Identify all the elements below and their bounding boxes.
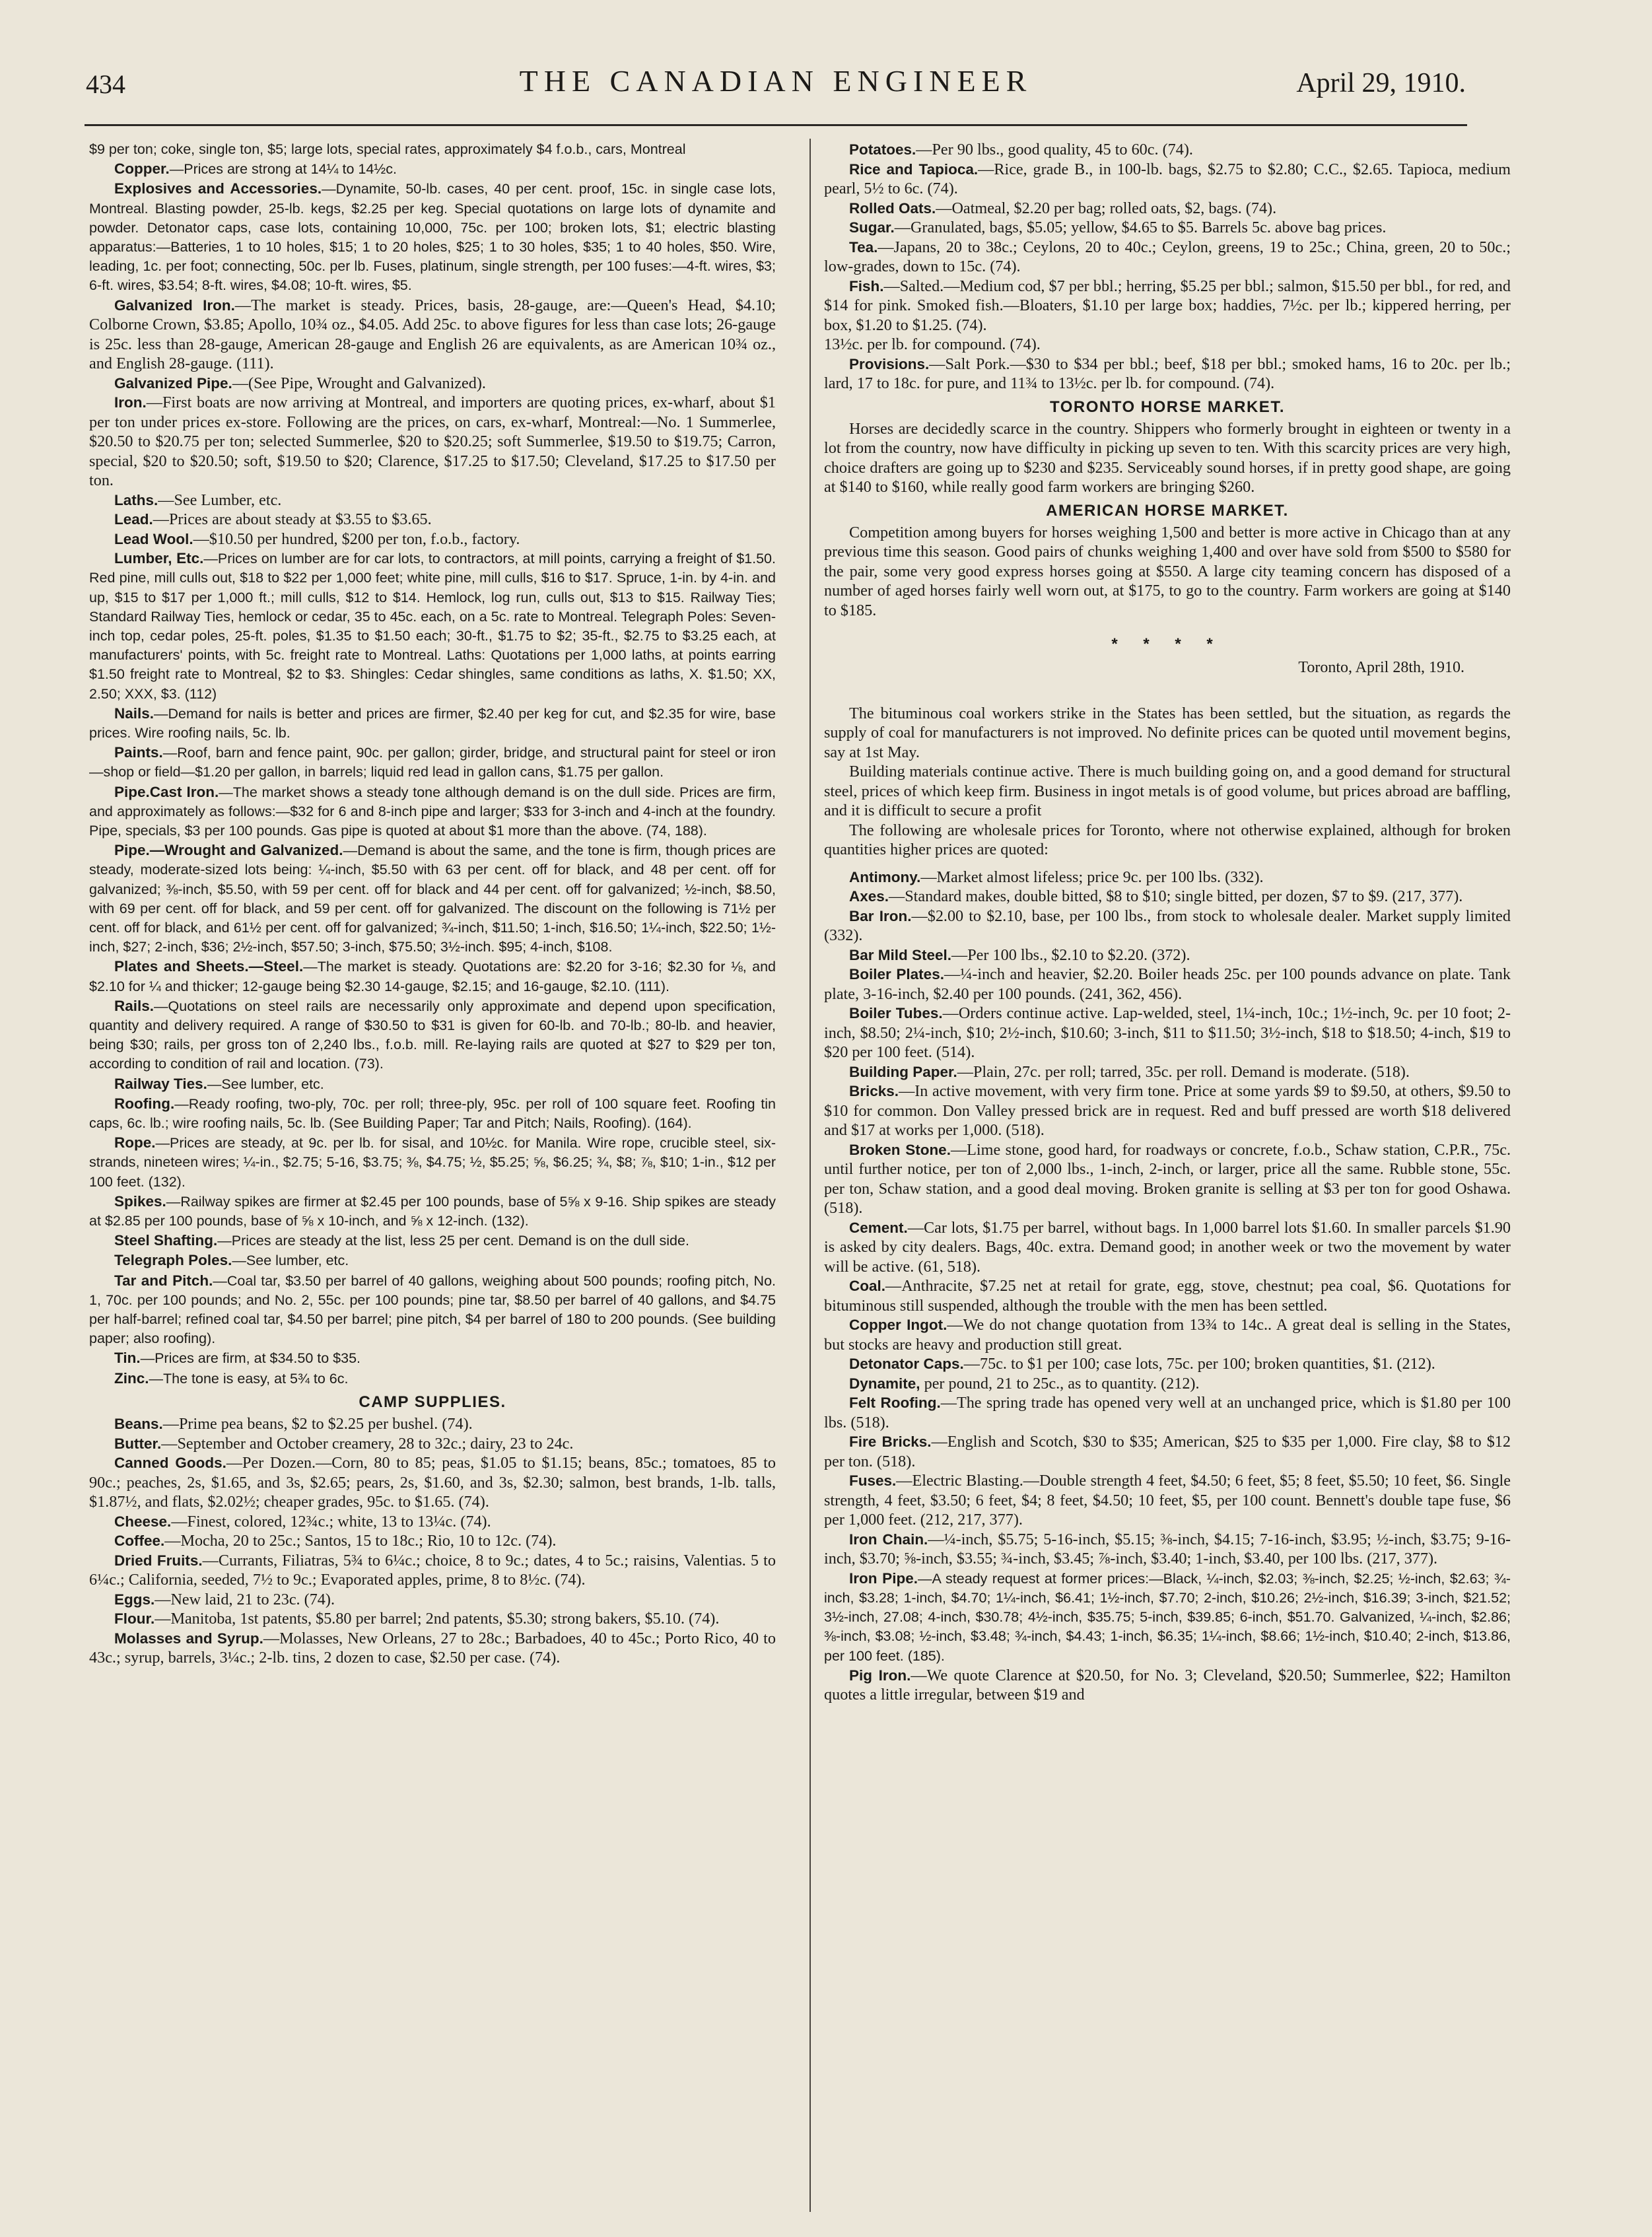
commodity-name: Cement.: [849, 1219, 908, 1236]
market-paragraph: [89, 530, 776, 549]
paragraph-text: —Standard makes, double bitted, $8 to $10; single bitted, per dozen, $7 to $9. (217, 377).: [889, 887, 1463, 906]
market-paragraph: [824, 1393, 1511, 1432]
page-header: [86, 63, 1466, 103]
market-paragraph: [89, 179, 776, 295]
paragraph-text: —$10.50 per hundred, $200 per ton, f.o.b., factory.: [193, 530, 520, 548]
market-paragraph: [824, 1276, 1511, 1315]
market-paragraph: [824, 1666, 1511, 1705]
commodity-name: Lead Wool.: [114, 530, 193, 547]
commodity-name: Rope.: [114, 1134, 156, 1152]
paragraph-text: —We quote Clarence at $20.50, for No. 3; Cleveland, $20.50; Summerlee, $22; Hamilton quotes a little irregular, between $19 and: [824, 1666, 1511, 1704]
commodity-name: Iron Chain.: [849, 1531, 928, 1548]
dateline: Toronto, April 28th, 1910.: [1298, 658, 1464, 676]
commodity-name: Lead.: [114, 511, 153, 528]
paragraph-text: —Dynamite, 50-lb. cases, 40 per cent. proof, 15c. in single case lots, Montreal. Blasting powder, 25-lb. kegs, $2.25 per keg. Special quotations on large lots of dynamite and powder. Detonator caps, case lots, containing 10,000, 75c. per 100; broken lots, $1; electric blasting apparatus:—Batteries, 1 to 10 holes, $15; 1 to 20 holes, $25; 1 to 30 holes, $35; 1 to 40 holes, $50. Wire, leading, 1c. per foot; connecting, 50c. per lb. Fuses, platinum, single strength, per 100 fuses:—4-ft. wires, $3; 6-ft. wires, $3.54; 8-ft. wires, $4.08; 10-ft. wires, $5.: [89, 181, 776, 294]
paragraph-text: —Per 90 lbs., good quality, 45 to 60c. (74).: [916, 141, 1193, 158]
paragraph-text: —The spring trade has opened very well at an unchanged price, which is $1.80 per 100 lbs. (518).: [824, 1394, 1511, 1431]
market-paragraph: [89, 743, 776, 782]
market-paragraph: [89, 1434, 776, 1454]
market-paragraph: [824, 1354, 1511, 1374]
market-paragraph: [824, 946, 1511, 965]
paragraph-text: —Rice, grade B., in 100-lb. bags, $2.75 to $2.80; C.C., $2.65. Tapioca, medium pearl, 5½ to 6c. (74).: [824, 160, 1511, 197]
paragraph-text: Building materials continue active. There is much building going on, and a good demand for structural steel, prices of which keep firm. Business in ingot metals is of good volume, but prices abroad are baffling, and it is difficult to secure a profit: [824, 763, 1511, 820]
market-paragraph: [89, 1271, 776, 1349]
commodity-name: Rails.: [114, 997, 155, 1014]
market-paragraph: [89, 140, 776, 159]
market-paragraph: [89, 1369, 776, 1389]
market-paragraph: [824, 140, 1511, 160]
commodity-name: Paints.: [114, 744, 163, 761]
commodity-name: Provisions.: [849, 355, 930, 372]
commodity-name: Pipe.Cast Iron.: [114, 783, 219, 800]
left-column: [89, 140, 776, 2207]
market-paragraph: [89, 374, 776, 394]
paragraph-text: —We do not change quotation from 13¾ to 14c.. A great deal is selling in the States, but stocks are heavy and production still great.: [824, 1316, 1511, 1354]
commodity-name: Coal.: [849, 1278, 886, 1295]
market-paragraph: [89, 1231, 776, 1251]
paragraph-text: —Prices are strong at 14¼ to 14½c.: [169, 161, 397, 178]
market-paragraph: [89, 957, 776, 996]
commodity-name: Dried Fruits.: [114, 1552, 203, 1569]
market-paragraph: [824, 965, 1511, 1004]
paragraph-text: —Anthracite, $7.25 net at retail for grate, egg, stove, chestnut; pea coal, $6. Quotations for bituminous still suspended, although the trouble with the men has been settled.: [824, 1277, 1511, 1315]
commodity-name: Fish.: [849, 277, 884, 294]
paragraph-text: —(See Pipe, Wrought and Galvanized).: [232, 374, 486, 392]
paragraph-text: —Orders continue active. Lap-welded, steel, 1¼-inch, 10c.; 1½-inch, 9c. per 10 foot; 2-inch, $8.50; 2¼-inch, $10; 2½-inch, $10.60; 3-inch, $11 to $11.50; 3½-inch, $18 to $18.50; 4-inch, $19 to $20 per 100 feet. (514).: [824, 1004, 1511, 1062]
commodity-name: Rolled Oats.: [849, 199, 936, 217]
market-paragraph: [824, 218, 1511, 238]
commodity-name: Antimony.: [849, 868, 921, 885]
paragraph-text: —New laid, 21 to 23c. (74).: [155, 1590, 335, 1608]
commodity-name: Railway Ties.: [114, 1075, 207, 1092]
commodity-name: Plates and Sheets.—Steel.: [114, 958, 304, 975]
paragraph-text: —Quotations on steel rails are necessarily only approximate and depend upon specification, quantity and delivery required. A range of $30.50 to $31 is given for 60-lb. and 70-lb.; 80-lb. and heavier, being $30; rails, per gross ton of 2,240 lbs., f.o.b. mill. Re-laying rails are quoted at $27 to $29 per ton, according to condition of rail and location. (73).: [89, 998, 776, 1072]
market-paragraph: [89, 296, 776, 374]
market-paragraph: [824, 1062, 1511, 1082]
market-paragraph: [89, 1414, 776, 1434]
paragraph-text: —September and October creamery, 28 to 32c.; dairy, 23 to 24c.: [161, 1434, 574, 1453]
market-paragraph: [824, 1471, 1511, 1530]
paragraph-text: —¼-inch and heavier, $2.20. Boiler heads 25c. per 100 pounds advance on plate. Tank plate, 3-16-inch, $2.40 per 100 pounds. (241, 362, 456).: [824, 965, 1511, 1003]
paragraph-text: —Manitoba, 1st patents, $5.80 per barrel; 2nd patents, $5.30; strong bakers, $5.10. (74).: [155, 1610, 720, 1628]
market-paragraph: [824, 1530, 1511, 1569]
paragraph-text: The bituminous coal workers strike in the States has been settled, but the situation, as regards the supply of coal for manufacturers is not improved. No definite prices can be quoted until movement begins, say at 1st May.: [824, 704, 1511, 761]
commodity-name: Telegraph Poles.: [114, 1252, 232, 1269]
paragraph-text: —Currants, Filiatras, 5¾ to 6¼c.; choice, 8 to 9c.; dates, 4 to 5c.; raisins, Valentias. 5 to 6¼c.; California, seeded, 7½ to 9c.; Evaporated apples, prime, 8 to 8½c. (74).: [89, 1551, 776, 1589]
market-paragraph: [89, 159, 776, 179]
commodity-name: Galvanized Pipe.: [114, 374, 232, 392]
commodity-name: Eggs.: [114, 1591, 155, 1608]
commodity-name: Building Paper.: [849, 1063, 957, 1080]
market-paragraph: [824, 907, 1511, 946]
market-paragraph: [89, 549, 776, 704]
paragraph-text: —Railway spikes are firmer at $2.45 per 100 pounds, base of 5⅝ x 9-16. Ship spikes are steady at $2.85 per 100 pounds, base of ⅝ x 10-inch, and ⅝ x 12-inch. (132).: [89, 1193, 776, 1229]
commodity-name: Boiler Plates.: [849, 966, 944, 983]
market-paragraph: [824, 762, 1511, 821]
market-paragraph: [89, 1453, 776, 1512]
market-paragraph: [89, 1629, 776, 1668]
paragraph-text: per pound, 21 to 25c., as to quantity. (212).: [920, 1374, 1200, 1393]
commodity-name: Broken Stone.: [849, 1141, 951, 1158]
market-paragraph: [89, 1512, 776, 1532]
market-paragraph: [89, 393, 776, 491]
commodity-name: Rice and Tapioca.: [849, 160, 979, 178]
paragraph-text: —Prices are steady, at 9c. per lb. for sisal, and 10½c. for Manila. Wire rope, crucible steel, six-strands, nineteen wires; ¼-in., $2.75; 5-16, $3.75; ⅜, $4.75; ½, $5.25; ⅝, $6.25; ¾, $8; ⅞, $10; 1-in., $12 per 100 feet. (132).: [89, 1135, 776, 1190]
market-paragraph: [89, 1094, 776, 1133]
paragraph-text: —Japans, 20 to 38c.; Ceylons, 20 to 40c.; Ceylon, greens, 19 to 25c.; China, green, 20 to 50c.; low-grades, down to 15c. (74).: [824, 238, 1511, 275]
header-rule: [85, 124, 1467, 126]
paragraph-text: —Finest, colored, 12¾c.; white, 13 to 13¼c. (74).: [171, 1512, 491, 1531]
market-paragraph: [824, 523, 1511, 621]
paragraph-text: —Salted.—Medium cod, $7 per bbl.; herring, $5.25 per bbl.; salmon, $15.50 per bbl., for red, and $14 for pink. Smoked fish.—Bloaters, $1.10 per large box; haddies, 7½c. per lb.; kippered herring, per box, $1.20 to $1.25. (74).: [824, 277, 1511, 334]
commodity-name: Steel Shafting.: [114, 1232, 218, 1249]
market-paragraph: [824, 335, 1511, 355]
paragraph-text: —Prices are about steady at $3.55 to $3.65.: [153, 510, 432, 529]
market-paragraph: [824, 419, 1511, 497]
commodity-name: Fire Bricks.: [849, 1433, 932, 1451]
commodity-name: Galvanized Iron.: [114, 296, 235, 314]
paragraph-text: —¼-inch, $5.75; 5-16-inch, $5.15; ⅜-inch, $4.15; 7-16-inch, $3.95; ½-inch, $3.75; 9-16-inch, $3.70; ⅝-inch, $3.55; ¾-inch, $3.45; ⅞-inch, $3.40; 1-inch, $3.40, per 100 lbs. (217, 377).: [824, 1530, 1511, 1568]
paragraph-text: —The tone is easy, at 5¾ to 6c.: [149, 1370, 349, 1387]
market-paragraph: [824, 1432, 1511, 1471]
publication-title: THE CANADIAN ENGINEER: [519, 64, 1033, 98]
commodity-name: Copper.: [114, 160, 170, 178]
paragraph-text: —See lumber, etc.: [232, 1253, 349, 1269]
commodity-name: Bar Mild Steel.: [849, 946, 952, 963]
paragraph-text: —Market almost lifeless; price 9c. per 100 lbs. (332).: [920, 868, 1264, 886]
paragraph-text: —Granulated, bags, $5.05; yellow, $4.65 to $5. Barrels 5c. above bag prices.: [894, 219, 1387, 236]
paragraph-spacer: [824, 860, 1511, 868]
commodity-name: Axes.: [849, 888, 889, 905]
market-paragraph: [89, 1531, 776, 1551]
section-heading: CAMP SUPPLIES.: [359, 1393, 506, 1411]
paragraph-text: —The market shows a steady tone although demand is on the dull side. Prices are firm, and approximately as follows:—$32 for 6 and 8-inch pipe and larger; $33 for 3-inch and 4-inch at the foundry. Pipe, specials, $3 per 100 pounds. Gas pipe is quoted at about $1 more than the above. (74, 188).: [89, 784, 776, 839]
page-number: 434: [86, 69, 125, 99]
paragraph-text: —English and Scotch, $30 to $35; American, $25 to $35 per 1,000. Fire clay, $8 to $12 per ton. (518).: [824, 1433, 1511, 1470]
paragraph-text: —See lumber, etc.: [207, 1076, 324, 1092]
commodity-name: Boiler Tubes.: [849, 1005, 943, 1022]
market-paragraph: [89, 1074, 776, 1094]
commodity-name: Copper Ingot.: [849, 1317, 947, 1334]
paragraph-text: —Demand for nails is better and prices are firmer, $2.40 per keg for cut, and $2.35 for wire, base prices. Wire roofing nails, 5c. lb.: [89, 705, 776, 741]
paragraph-text: —The market is steady. Prices, basis, 28-gauge, are:—Queen's Head, $4.10; Colborne Crown, $3.85; Apollo, 10¾ oz., $4.05. Add 25c. to above figures for less than case lots; 26-gauge is 25c. less than 28-gauge, American 28-gauge and English 26 are equivalents, as are American 10¾ oz., and English 28-gauge. (111).: [89, 296, 776, 373]
commodity-name: Potatoes.: [849, 141, 916, 158]
commodity-name: Pig Iron.: [849, 1667, 911, 1684]
market-paragraph: [89, 510, 776, 530]
market-paragraph: [89, 1348, 776, 1368]
paragraph-text: —First boats are now arriving at Montreal, and importers are quoting prices, ex-wharf, about $1 per ton under prices ex-store. Following are the prices, on cars, ex-wharf, Montreal:—No. 1 Summerlee, $20.50 to $20.75 per ton; selected Summerlee, $20 to $20.25; soft Summerlee, $19.50 to $19.75; Carron, special, $20 to $20.50; soft, $19.50 to $20; Clarence, $17.25 to $17.50; Cleveland, $17.25 to $17.50 per ton.: [89, 394, 776, 490]
column-divider: [809, 139, 811, 2212]
paragraph-text: —Roof, barn and fence paint, 90c. per gallon; girder, bridge, and structural paint for steel or iron—shop or field—$1.20 per gallon, in barrels; liquid red lead in gallon cans, $1.75 per gallon.: [89, 745, 776, 780]
commodity-name: Fuses.: [849, 1472, 897, 1490]
market-paragraph: [824, 1140, 1511, 1218]
commodity-name: Pipe.—Wrought and Galvanized.: [114, 842, 343, 859]
market-paragraph: [89, 1192, 776, 1231]
commodity-name: Cheese.: [114, 1513, 172, 1530]
commodity-name: Tar and Pitch.: [114, 1272, 213, 1289]
market-paragraph: [89, 1590, 776, 1610]
paragraph-text: —Plain, 27c. per roll; tarred, 35c. per roll. Demand is moderate. (518).: [957, 1062, 1410, 1081]
paragraph-text: —$2.00 to $2.10, base, per 100 lbs., from stock to wholesale dealer. Market supply limited (332).: [824, 907, 1511, 945]
market-paragraph: [824, 1004, 1511, 1062]
paragraph-text: —Demand is about the same, and the tone is firm, though prices are steady, moderate-sized lots being: ¼-inch, $5.50 with 63 per cent. off for black, and 48 per cent. off for galvanized; ⅜-inch, $5.50, with 59 per cent. off for black and 44 per cent. off for galvanized; ½-inch, $8.50, with 69 per cent. off for black, and 59 per cent. off for galvanized. The discount on the following is 71½ per cent. off for black, and 61½ per cent. off for galvanized; ¾-inch, $11.50; 1-inch, $16.50; 1¼-inch, $22.50; 1½-inch, $27; 2-inch, $36; 2½-inch, $57.50; 3-inch, $75.50; 3½-inch. $95; 4-inch, $108.: [89, 843, 776, 955]
section-heading: AMERICAN HORSE MARKET.: [1046, 501, 1289, 520]
issue-date: April 29, 1910.: [1296, 68, 1466, 98]
commodity-name: Bar Iron.: [849, 907, 912, 924]
paragraph-text: —Prices are steady at the list, less 25 per cent. Demand is on the dull side.: [217, 1233, 689, 1249]
market-paragraph: [824, 704, 1511, 763]
paragraph-text: Horses are decidedly scarce in the country. Shippers who formerly brought in eighteen or twenty in a lot from the country, now have difficulty in picking up seven to ten. With this scarcity prices are very high, choice drafters are going up to $230 and $235. Serviceably sound horses, if in pretty good shape, are going at $140 to $160, while really good farm workers are bringing $260.: [824, 419, 1511, 497]
market-paragraph: [824, 887, 1511, 907]
market-paragraph: [824, 821, 1511, 860]
paragraph-text: —See Lumber, etc.: [158, 491, 282, 509]
market-paragraph: [824, 1082, 1511, 1140]
commodity-name: Butter.: [114, 1435, 162, 1452]
commodity-name: Sugar.: [849, 219, 895, 236]
market-paragraph: [824, 238, 1511, 277]
commodity-name: Explosives and Accessories.: [114, 180, 322, 197]
market-paragraph: [824, 1315, 1511, 1354]
paragraph-text: —Electric Blasting.—Double strength 4 feet, $4.50; 6 feet, $5; 8 feet, $5.50; 10 feet, $6. Single strength, 4 feet, $3.50; 6 feet, $4; 8 feet, $4.50; 10 feet, $5, per 100 count. Bennett's double tape fuse, $6 per 1,000 feet. (212, 217, 377).: [824, 1472, 1511, 1529]
paragraph-text: —In active movement, with very firm tone. Price at some yards $9 to $9.50, at others, $9.50 to $10 for common. Don Valley pressed brick are in request. Red and buff pressed are worth $18 delivered and $17 at works per 1,000. (518).: [824, 1082, 1511, 1140]
paragraph-text: —Oatmeal, $2.20 per bag; rolled oats, $2, bags. (74).: [936, 199, 1277, 217]
paragraph-text: —Prices on lumber are for car lots, to contractors, at mill points, carrying a freight of $1.50. Red pine, mill culls out, $18 to $22 per 1,000 feet; white pine, mill culls, $16 to $17. Spruce, 1-in. by 4-in. and up, $15 to $17 per 1,000 ft.; mill culls, $12 to $14. Hemlock, log run, culls out, $13 to $15. Railway Ties; Standard Railway Ties, hemlock or cedar, 35 to 45c. each, on a 5c. rate to Montreal. Telegraph Poles: Seven-inch top, cedar poles, 25-ft. poles, $1.35 to $1.50 each; 30-ft., $1.75 to $2; 35-ft., $2.75 to $3.25 each, at manufacturers' points, with 5c. freight rate to Montreal. Laths: Quotations per 1,000 laths, at points earring $1.50 freight rate to Montreal, $2 to $3. Shingles: Cedar shingles, same conditions as laths, X. $1.50; XX, 2.50; XXX, $3. (112): [89, 551, 776, 702]
market-paragraph: [89, 1133, 776, 1192]
paragraph-text: The following are wholesale prices for Toronto, where not otherwise explained, although for broken quantities higher prices are quoted:: [824, 821, 1511, 859]
paragraph-text: —Molasses, New Orleans, 27 to 28c.; Barbadoes, 40 to 45c.; Porto Rico, 40 to 43c.; syrup, barrels, 3¼c.; 2-lb. tins, 2 dozen to case, $2.50 per case. (74).: [89, 1629, 776, 1667]
market-paragraph: [824, 199, 1511, 219]
market-paragraph: [824, 355, 1511, 394]
right-column: [824, 140, 1511, 2207]
market-paragraph: [824, 160, 1511, 199]
commodity-name: Molasses and Syrup.: [114, 1630, 263, 1647]
commodity-name: Canned Goods.: [114, 1455, 226, 1472]
market-paragraph: [89, 996, 776, 1074]
market-paragraph: [89, 782, 776, 841]
paragraph-text: —Coal tar, $3.50 per barrel of 40 gallons, weighing about 500 pounds; roofing pitch, No. 1, 70c. per 100 pounds; and No. 2, 55c. per 100 pounds; pine tar, $8.50 per barrel of 40 gallons, and $4.75 per half-barrel; refined coal tar, $4.50 per barrel; pine pitch, $4 per barrel of 180 to 200 pounds. (See building paper; also roofing).: [89, 1272, 776, 1347]
commodity-name: Laths.: [114, 491, 158, 508]
commodity-name: Dynamite,: [849, 1375, 920, 1392]
paragraph-text: 13½c. per lb. for compound. (74).: [824, 335, 1041, 353]
section-separator: * * * *: [1111, 635, 1223, 654]
commodity-name: Tin.: [114, 1350, 141, 1367]
paragraph-text: —Prices are firm, at $34.50 to $35.: [140, 1350, 361, 1367]
market-paragraph: [89, 841, 776, 957]
commodity-name: Nails.: [114, 705, 155, 722]
commodity-name: Roofing.: [114, 1095, 175, 1112]
commodity-name: Bricks.: [849, 1083, 899, 1100]
paragraph-text: —Mocha, 20 to 25c.; Santos, 15 to 18c.; Rio, 10 to 12c. (74).: [164, 1532, 557, 1550]
commodity-name: Lumber, Etc.: [114, 550, 204, 567]
market-paragraph: [89, 1551, 776, 1590]
paragraph-text: $9 per ton; coke, single ton, $5; large lots, special rates, approximately $4 f.o.b., cars, Montreal: [89, 141, 686, 157]
market-paragraph: [89, 1609, 776, 1629]
paragraph-text: —75c. to $1 per 100; case lots, 75c. per 100; broken quantities, $1. (212).: [963, 1355, 1435, 1373]
paragraph-text: —Ready roofing, two-ply, 70c. per roll; three-ply, 95c. per roll of 100 square feet. Roofing tin caps, 6c. lb.; wire roofing nails, 5c. lb. (See Building Paper; Tar and Pitch; Nails, Roofing). (164).: [89, 1095, 776, 1132]
paragraph-text: —Prime pea beans, $2 to $2.25 per bushel. (74).: [162, 1415, 473, 1433]
commodity-name: Iron Pipe.: [849, 1569, 918, 1587]
paragraph-text: —Car lots, $1.75 per barrel, without bags. In 1,000 barrel lots $1.60. In smaller parcels $1.90 is asked by city dealers. Bags, 40c. extra. Demand good; in another week or two the movement by water will be active. (61, 518).: [824, 1218, 1511, 1276]
section-heading: TORONTO HORSE MARKET.: [1050, 397, 1285, 416]
commodity-name: Flour.: [114, 1610, 155, 1628]
market-paragraph: [89, 704, 776, 743]
market-paragraph: [89, 1251, 776, 1270]
paragraph-text: —Lime stone, good hard, for roadways or concrete, f.o.b., Schaw station, C.P.R., 75c. until further notice, per ton of 2,000 lbs., 1-inch, 2-inch, or larger, price all the same. Rubble stone, 55c. per ton, Schaw station, and a good deal moving. Broken granite is selling at $3 per ton for good Oshawa. (518).: [824, 1140, 1511, 1218]
paragraph-text: —A steady request at former prices:—Black, ¼-inch, $2.03; ⅜-inch, $2.25; ½-inch, $2.63; ¾-inch, $3.28; 1-inch, $4.70; 1¼-inch, $6.41; 1½-inch, $7.70; 2-inch, $10.26; 2½-inch, $16.39; 3-inch, $21.52; 3½-inch, 27.08; 4-inch, $30.78; 4½-inch, $35.75; 5-inch, $39.85; 6-inch, $51.70. Galvanized, ¼-inch, $2.86; ⅜-inch, $3.08; ½-inch, $3.48; ¾-inch, $4.43; 1-inch, $6.35; 1¼-inch, $8.66; 1½-inch, $10.40; 2-inch, $13.86, per 100 feet. (185).: [824, 1570, 1511, 1664]
commodity-name: Coffee.: [114, 1532, 165, 1550]
commodity-name: Zinc.: [114, 1369, 149, 1387]
commodity-name: Spikes.: [114, 1192, 166, 1210]
paragraph-text: —Salt Pork.—$30 to $34 per bbl.; beef, $18 per bbl.; smoked hams, 16 to 20c. per lb.; lard, 17 to 18c. for pure, and 11¾ to 13½c. per lb. for compound. (74).: [824, 355, 1511, 392]
paragraph-text: —Per Dozen.—Corn, 80 to 85; peas, $1.05 to $1.15; beans, 85c.; tomatoes, 85 to 90c.; peaches, 2s, $1.65, and 3s, $2.65; pears, 2s, $1.60, and 3s, $2.30; salmon, best brands, 1-lb. talls, $1.87½, and flats, $2.02½; cheaper grades, 95c. to $1.65. (74).: [89, 1454, 776, 1511]
commodity-name: Iron.: [114, 394, 147, 411]
paragraph-text: —Per 100 lbs., $2.10 to $2.20. (372).: [951, 946, 1190, 964]
market-paragraph: [89, 491, 776, 510]
commodity-name: Detonator Caps.: [849, 1356, 964, 1373]
market-paragraph: [824, 1218, 1511, 1277]
market-paragraph: [824, 1374, 1511, 1394]
commodity-name: Tea.: [849, 238, 878, 256]
paragraph-text: Competition among buyers for horses weighing 1,500 and better is more active in Chicago than at any previous time this season. Good pairs of chunks weighing 1,400 and over have sold from $500 to $580 for the pair, some very good express horses going at $550. A large city teaming concern has disposed of a number of aged horses fairly well worn out, at $175, to go to the country. Farm workers are going at $140 to $185.: [824, 523, 1511, 619]
market-paragraph: [824, 1569, 1511, 1666]
market-paragraph: [824, 868, 1511, 887]
paragraph-text: —The market is steady. Quotations are: $2.20 for 3-16; $2.30 for ⅛, and $2.10 for ¼ and thicker; 12-gauge being $2.30 14-gauge, $2.15; and 16-gauge, $2.10. (111).: [89, 959, 776, 994]
commodity-name: Beans.: [114, 1416, 163, 1433]
market-paragraph: [824, 277, 1511, 335]
commodity-name: Felt Roofing.: [849, 1394, 941, 1412]
